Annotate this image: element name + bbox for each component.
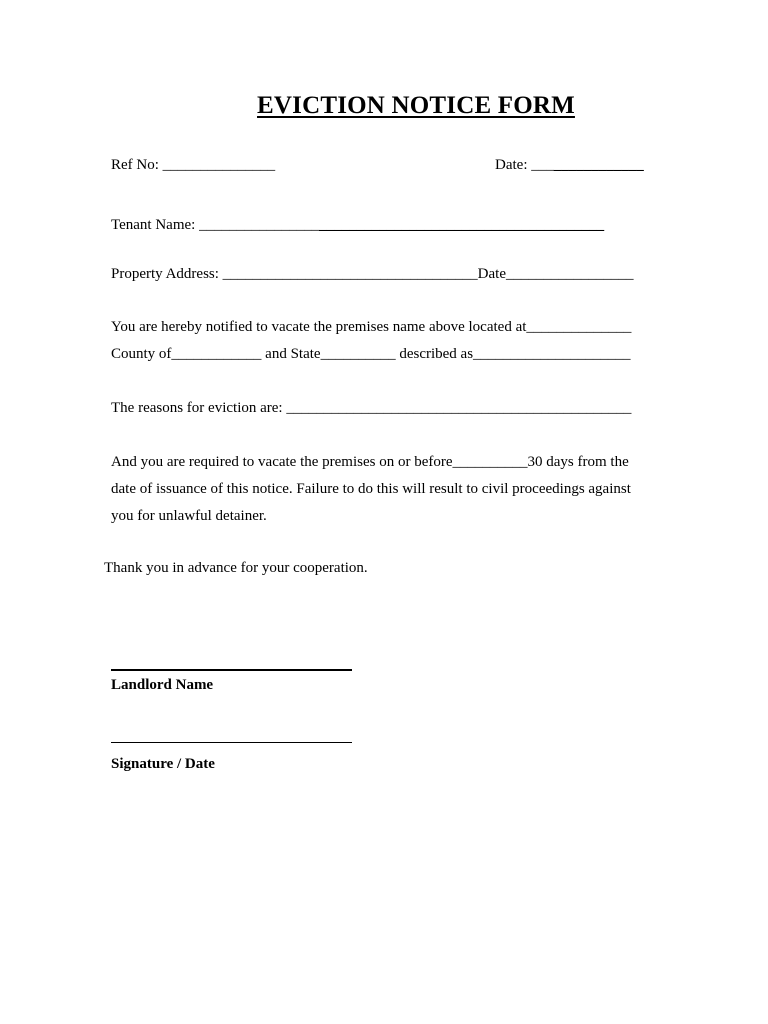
- date-label: Date: ___: [495, 157, 554, 173]
- signature-date-label: Signature / Date: [111, 756, 215, 772]
- form-title: EVICTION NOTICE FORM: [257, 92, 575, 119]
- landlord-name-line[interactable]: [111, 669, 352, 671]
- vacate-paragraph-line-1[interactable]: And you are required to vacate the premises on or before__________30 days from the: [111, 454, 629, 470]
- date-blank: ____________: [553, 157, 644, 173]
- tenant-name-label: Tenant Name: ________________: [111, 217, 320, 233]
- date-field[interactable]: [495, 156, 644, 174]
- tenant-name-blank: ______________________________________: [319, 217, 605, 233]
- vacate-paragraph-line-2: date of issuance of this notice. Failure to do this will result to civil proceedings against: [111, 481, 631, 497]
- notify-paragraph-line-2[interactable]: County of____________ and State__________ described as_____________________: [111, 346, 631, 362]
- vacate-paragraph-line-3: you for unlawful detainer.: [111, 508, 267, 524]
- property-address-field[interactable]: Property Address: __________________________________Date_________________: [111, 266, 634, 282]
- thank-you-text: Thank you in advance for your cooperation.: [104, 560, 368, 576]
- landlord-name-label: Landlord Name: [111, 677, 214, 693]
- ref-no-field[interactable]: Ref No: _______________: [111, 157, 276, 173]
- tenant-name-field[interactable]: [111, 216, 604, 234]
- eviction-reasons-field[interactable]: The reasons for eviction are: ______________________________________________: [111, 400, 632, 416]
- signature-date-line[interactable]: [111, 742, 352, 743]
- notify-paragraph-line-1[interactable]: You are hereby notified to vacate the premises name above located at______________: [111, 319, 632, 335]
